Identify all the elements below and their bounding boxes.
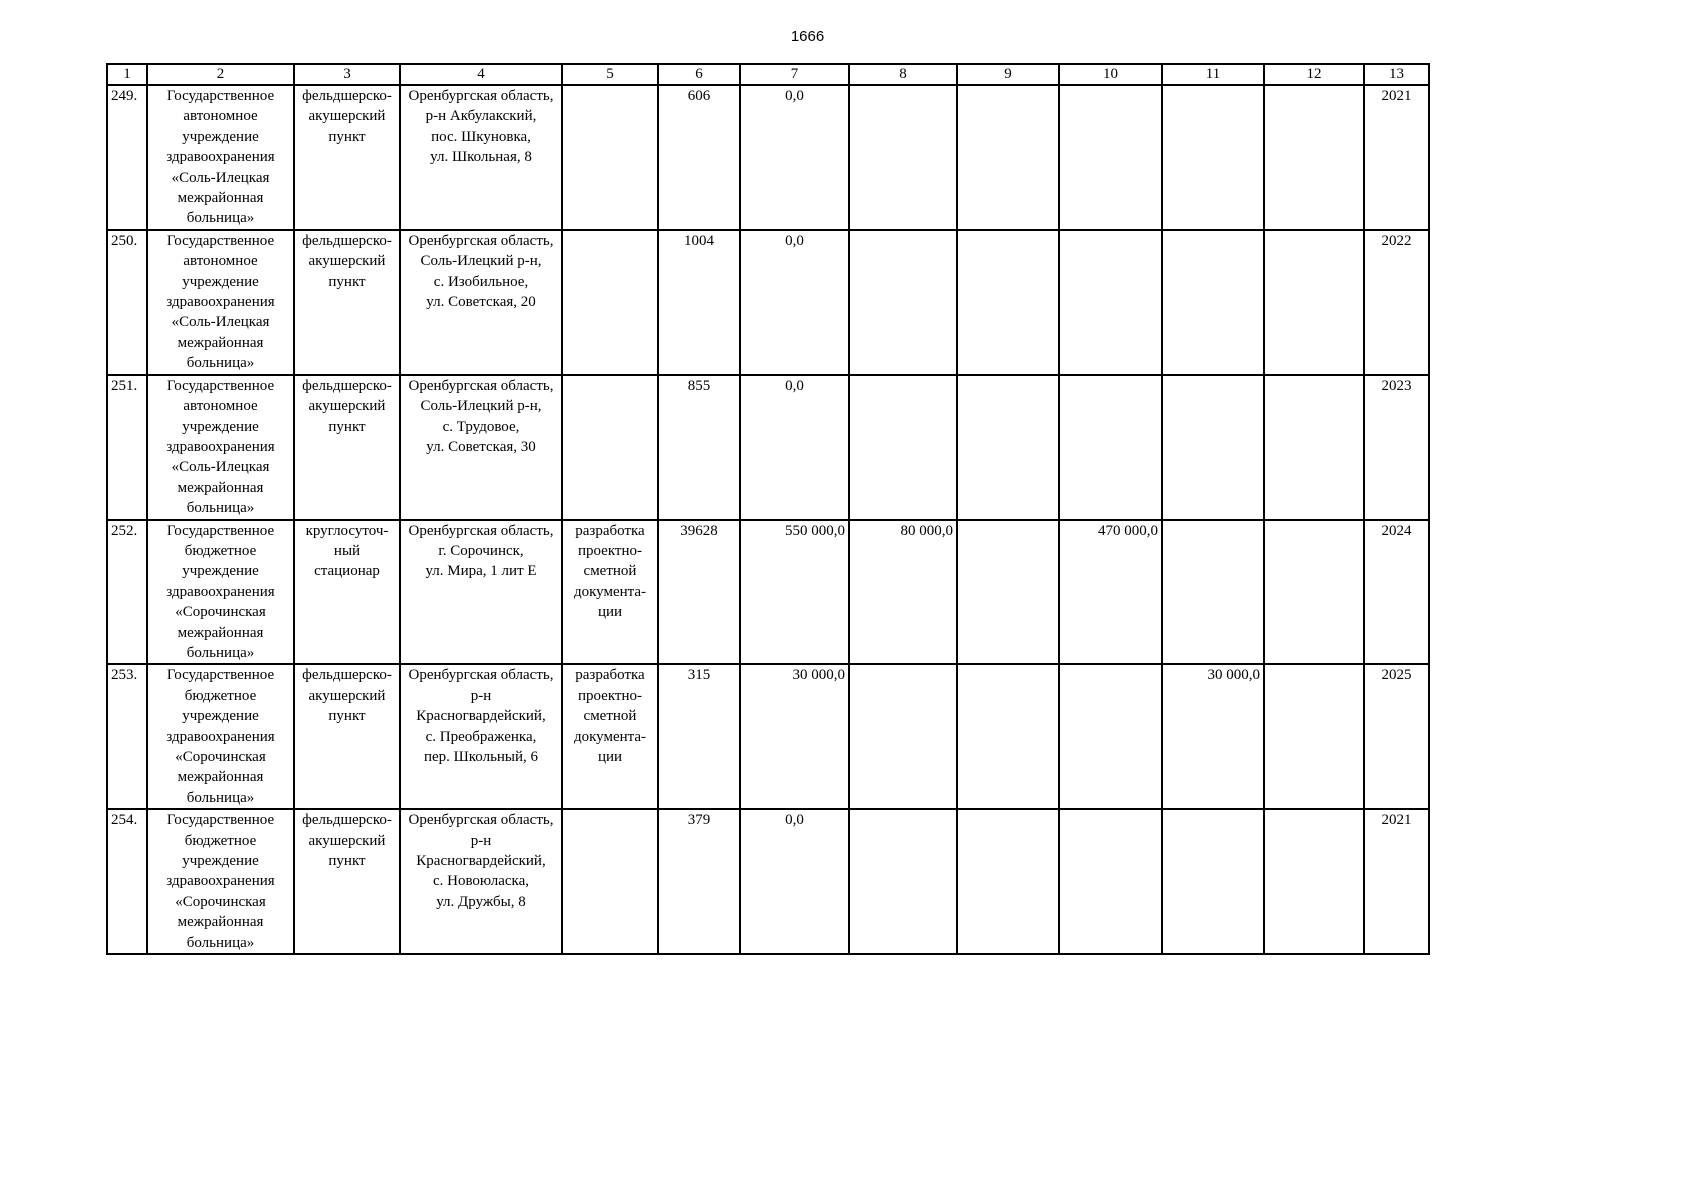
table-row bbox=[107, 375, 1429, 520]
column-11-cell bbox=[1162, 85, 1264, 230]
column-11-cell bbox=[1162, 520, 1264, 665]
address-cell: Оренбургская область, г. Сорочинск, ул. Мира, 1 лит Е bbox=[400, 520, 562, 665]
column-12-cell bbox=[1264, 520, 1364, 665]
institution-cell: Государственное автономное учреждение здравоохранения «Соль-Илецкая межрайонная больница» bbox=[147, 230, 294, 375]
institution-cell: Государственное бюджетное учреждение здравоохранения «Сорочинская межрайонная больница» bbox=[147, 809, 294, 954]
column-header: 2 bbox=[147, 64, 294, 85]
table-row bbox=[107, 520, 1429, 665]
column-12-cell bbox=[1264, 230, 1364, 375]
address-cell: Оренбургская область, р-н Красногвардейский, с. Преображенка, пер. Школьный, 6 bbox=[400, 664, 562, 809]
column-9-cell bbox=[957, 375, 1059, 520]
column-8-cell bbox=[849, 85, 957, 230]
column-header: 3 bbox=[294, 64, 400, 85]
column-11-cell bbox=[1162, 809, 1264, 954]
column-header: 12 bbox=[1264, 64, 1364, 85]
column-6-cell: 39628 bbox=[658, 520, 740, 665]
work-type-cell bbox=[562, 230, 658, 375]
facility-type-cell: фельдшерско- акушерский пункт bbox=[294, 809, 400, 954]
column-10-cell bbox=[1059, 664, 1162, 809]
column-9-cell bbox=[957, 809, 1059, 954]
column-8-cell: 80 000,0 bbox=[849, 520, 957, 665]
column-11-cell bbox=[1162, 375, 1264, 520]
row-number: 250. bbox=[107, 230, 147, 375]
year-cell: 2022 bbox=[1364, 230, 1429, 375]
column-header: 1 bbox=[107, 64, 147, 85]
work-type-cell: разработка проектно- сметной документа- ции bbox=[562, 664, 658, 809]
column-number-row bbox=[107, 64, 1429, 85]
column-7-cell: 0,0 bbox=[740, 809, 849, 954]
column-10-cell bbox=[1059, 809, 1162, 954]
column-7-cell: 0,0 bbox=[740, 375, 849, 520]
column-12-cell bbox=[1264, 664, 1364, 809]
work-type-cell bbox=[562, 375, 658, 520]
column-8-cell bbox=[849, 809, 957, 954]
column-12-cell bbox=[1264, 809, 1364, 954]
table-row bbox=[107, 664, 1429, 809]
year-cell: 2021 bbox=[1364, 85, 1429, 230]
data-table bbox=[106, 63, 1430, 955]
column-12-cell bbox=[1264, 85, 1364, 230]
year-cell: 2025 bbox=[1364, 664, 1429, 809]
column-6-cell: 1004 bbox=[658, 230, 740, 375]
facility-type-cell: фельдшерско- акушерский пункт bbox=[294, 375, 400, 520]
institution-cell: Государственное бюджетное учреждение здравоохранения «Сорочинская межрайонная больница» bbox=[147, 520, 294, 665]
work-type-cell bbox=[562, 85, 658, 230]
column-7-cell: 0,0 bbox=[740, 85, 849, 230]
year-cell: 2021 bbox=[1364, 809, 1429, 954]
work-type-cell bbox=[562, 809, 658, 954]
column-8-cell bbox=[849, 375, 957, 520]
work-type-cell: разработка проектно- сметной документа- ции bbox=[562, 520, 658, 665]
facility-type-cell: фельдшерско- акушерский пункт bbox=[294, 230, 400, 375]
column-6-cell: 606 bbox=[658, 85, 740, 230]
column-header: 10 bbox=[1059, 64, 1162, 85]
table-row bbox=[107, 85, 1429, 230]
institution-cell: Государственное автономное учреждение здравоохранения «Соль-Илецкая межрайонная больница» bbox=[147, 85, 294, 230]
address-cell: Оренбургская область, Соль-Илецкий р-н, с. Трудовое, ул. Советская, 30 bbox=[400, 375, 562, 520]
page-number: 1666 bbox=[790, 28, 825, 45]
column-10-cell bbox=[1059, 85, 1162, 230]
column-6-cell: 855 bbox=[658, 375, 740, 520]
facility-type-cell: круглосуточ- ный стационар bbox=[294, 520, 400, 665]
row-number: 249. bbox=[107, 85, 147, 230]
column-header: 5 bbox=[562, 64, 658, 85]
column-11-cell bbox=[1162, 230, 1264, 375]
column-header: 13 bbox=[1364, 64, 1429, 85]
column-header: 8 bbox=[849, 64, 957, 85]
facility-type-cell: фельдшерско- акушерский пункт bbox=[294, 85, 400, 230]
column-header: 6 bbox=[658, 64, 740, 85]
address-cell: Оренбургская область, р-н Красногвардейский, с. Новоюласка, ул. Дружбы, 8 bbox=[400, 809, 562, 954]
institution-cell: Государственное бюджетное учреждение здравоохранения «Сорочинская межрайонная больница» bbox=[147, 664, 294, 809]
column-header: 7 bbox=[740, 64, 849, 85]
table-row bbox=[107, 809, 1429, 954]
address-cell: Оренбургская область, Соль-Илецкий р-н, с. Изобильное, ул. Советская, 20 bbox=[400, 230, 562, 375]
column-header: 9 bbox=[957, 64, 1059, 85]
row-number: 252. bbox=[107, 520, 147, 665]
column-8-cell bbox=[849, 664, 957, 809]
column-7-cell: 0,0 bbox=[740, 230, 849, 375]
row-number: 253. bbox=[107, 664, 147, 809]
address-cell: Оренбургская область, р-н Акбулакский, пос. Шкуновка, ул. Школьная, 8 bbox=[400, 85, 562, 230]
column-9-cell bbox=[957, 230, 1059, 375]
column-9-cell bbox=[957, 85, 1059, 230]
column-7-cell: 550 000,0 bbox=[740, 520, 849, 665]
column-9-cell bbox=[957, 664, 1059, 809]
column-9-cell bbox=[957, 520, 1059, 665]
column-header: 11 bbox=[1162, 64, 1264, 85]
column-7-cell: 30 000,0 bbox=[740, 664, 849, 809]
row-number: 251. bbox=[107, 375, 147, 520]
column-10-cell bbox=[1059, 375, 1162, 520]
facility-type-cell: фельдшерско- акушерский пункт bbox=[294, 664, 400, 809]
column-10-cell: 470 000,0 bbox=[1059, 520, 1162, 665]
column-6-cell: 315 bbox=[658, 664, 740, 809]
institution-cell: Государственное автономное учреждение здравоохранения «Соль-Илецкая межрайонная больница» bbox=[147, 375, 294, 520]
column-11-cell: 30 000,0 bbox=[1162, 664, 1264, 809]
row-number: 254. bbox=[107, 809, 147, 954]
column-10-cell bbox=[1059, 230, 1162, 375]
column-6-cell: 379 bbox=[658, 809, 740, 954]
year-cell: 2023 bbox=[1364, 375, 1429, 520]
column-12-cell bbox=[1264, 375, 1364, 520]
column-8-cell bbox=[849, 230, 957, 375]
table-row bbox=[107, 230, 1429, 375]
year-cell: 2024 bbox=[1364, 520, 1429, 665]
column-header: 4 bbox=[400, 64, 562, 85]
